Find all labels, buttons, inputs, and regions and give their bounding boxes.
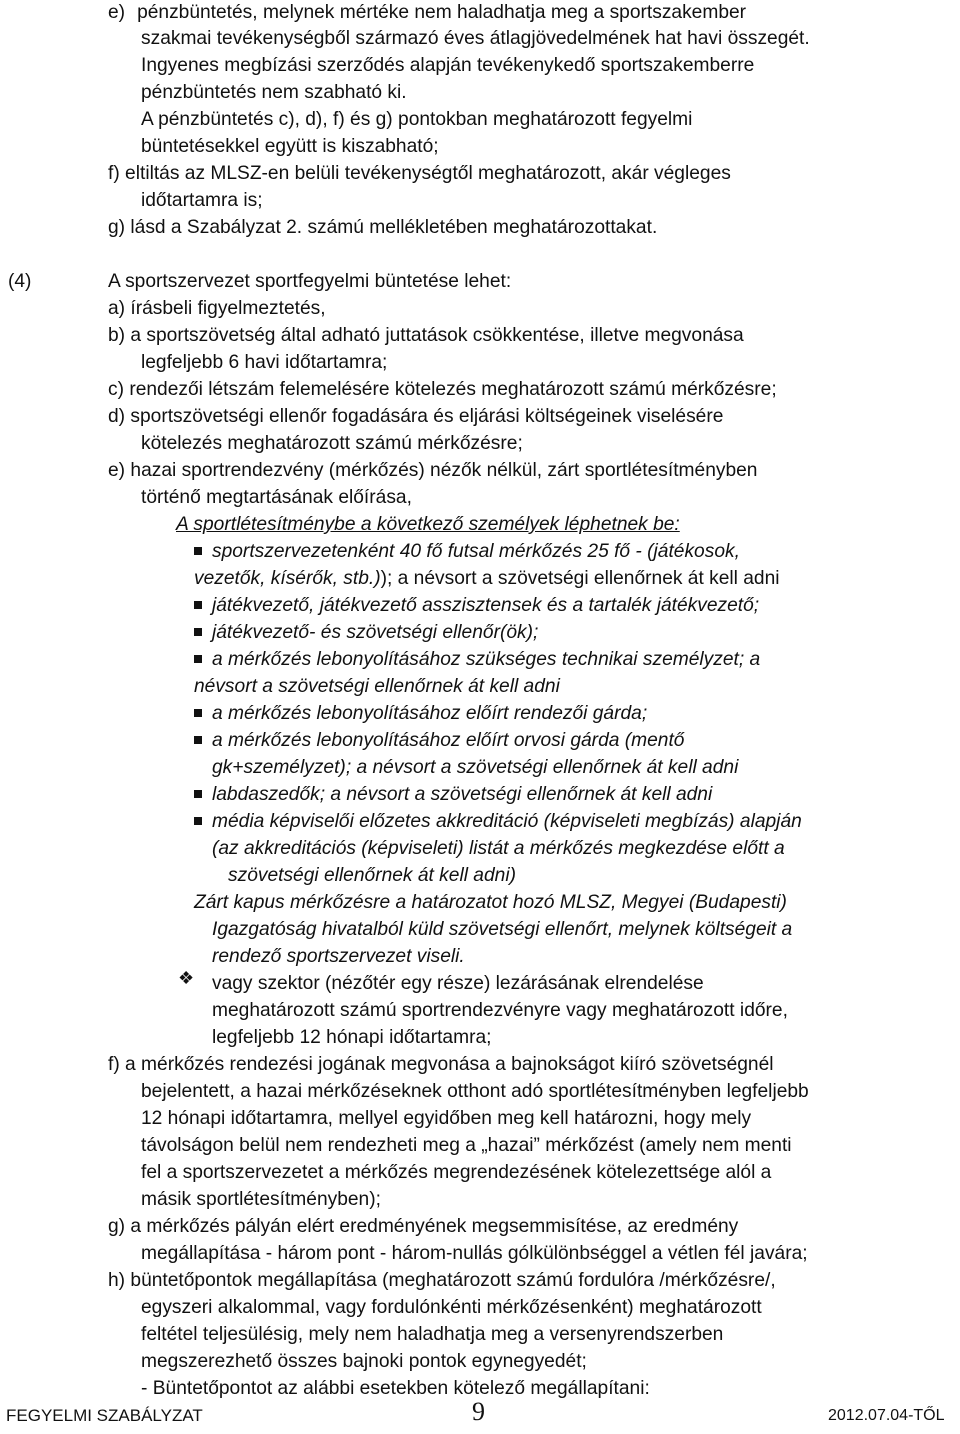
bullet-square-icon xyxy=(194,628,202,636)
text-line: másik sportlétesítményben); xyxy=(141,1189,381,1210)
list-item: a mérkőzés lebonyolításához szükséges technikai személyzet; a xyxy=(194,646,760,673)
text-line: megszerezhető összes bajnoki pontok egynegyedét; xyxy=(141,1351,587,1372)
text-line: megállapítása - három pont - három-nullás gólkülönbséggel a vétlen fél javára; xyxy=(141,1243,808,1264)
bullet-square-icon xyxy=(194,817,202,825)
text-line: h) büntetőpontok megállapítása (meghatározott számú fordulóra /mérkőzésre/, xyxy=(108,1270,776,1291)
text-line: névsort a szövetségi ellenőrnek át kell adni xyxy=(194,676,560,697)
text-line: történő megtartásának előírása, xyxy=(141,487,412,508)
paragraph-number: (4) xyxy=(8,271,32,292)
text-line: szövetségi ellenőrnek át kell adni) xyxy=(228,865,516,886)
text-line: d) sportszövetségi ellenőr fogadására és eljárási költségeinek viselésére xyxy=(108,406,724,427)
text-line: (az akkreditációs (képviseleti) listát a mérkőzés megkezdése előtt a xyxy=(212,838,785,859)
text-line: időtartamra is; xyxy=(141,190,263,211)
paragraph-heading: A sportszervezet sportfegyelmi büntetése lehet: xyxy=(108,271,512,292)
underlined-heading: A sportlétesítménybe a következő személyek léphetnek be: xyxy=(176,514,680,535)
text-line: Ingyenes megbízási szerződés alapján tevékenykedő sportszakemberre xyxy=(141,55,755,76)
section-continuation xyxy=(108,0,960,26)
text-line: a) írásbeli figyelmeztetés, xyxy=(108,298,326,319)
text-line: rendező sportszervezet viseli. xyxy=(212,946,465,967)
bullet-square-icon xyxy=(194,655,202,663)
text-line: e) hazai sportrendezvény (mérkőzés) nézők nélkül, zárt sportlétesítményben xyxy=(108,460,758,481)
list-item: sportszervezetenként 40 fő futsal mérkőzés 25 fő - (játékosok, xyxy=(194,538,740,565)
text-line: 12 hónapi időtartamra, mellyel egyidőben meg kell határozni, hogy mely xyxy=(141,1108,752,1129)
text-line: g) lásd a Szabályzat 2. számú mellékletében meghatározottakat. xyxy=(108,217,658,238)
text-line: c) rendezői létszám felemelésére kötelezés meghatározott számú mérkőzésre; xyxy=(108,379,777,400)
list-item: a mérkőzés lebonyolításához előírt rendezői gárda; xyxy=(194,700,647,727)
text-line: bejelentett, a hazai mérkőzéseknek otthont adó sportlétesítményben legfeljebb xyxy=(141,1081,809,1102)
text-line: meghatározott számú sportrendezvényre vagy meghatározott időre, xyxy=(212,1000,788,1021)
text-line: f) a mérkőzés rendezési jogának megvonása a bajnokságot kiíró szövetségnél xyxy=(108,1054,774,1075)
item-marker: e) xyxy=(108,2,126,23)
text-line: gk+személyzet); a névsort a szövetségi ellenőrnek át kell adni xyxy=(212,757,739,778)
text-line: b) a sportszövetség által adható juttatások csökkentése, illetve megvonása xyxy=(108,325,744,346)
bullet-square-icon xyxy=(194,790,202,798)
bullet-square-icon xyxy=(194,736,202,744)
list-item: játékvezető- és szövetségi ellenőr(ök); xyxy=(194,619,538,646)
bullet-square-icon xyxy=(194,709,202,717)
footer-left: FEGYELMI SZABÁLYZAT xyxy=(6,1406,203,1425)
list-item: a mérkőzés lebonyolításához előírt orvosi gárda (mentő xyxy=(194,727,684,754)
text-line: A pénzbüntetés c), d), f) és g) pontokban meghatározott fegyelmi xyxy=(141,109,693,130)
page-number: 9 xyxy=(472,1397,485,1426)
text-line: g) a mérkőzés pályán elért eredményének megsemmisítése, az eredmény xyxy=(108,1216,739,1237)
text-line: távolságon belül nem rendezheti meg a „hazai” mérkőzést (amely nem menti xyxy=(141,1135,792,1156)
text-line: legfeljebb 6 havi időtartamra; xyxy=(141,352,388,373)
text-line: pénzbüntetés, melynek mértéke nem haladhatja meg a sportszakember xyxy=(137,2,747,23)
text-line: legfeljebb 12 hónapi időtartamra; xyxy=(212,1027,492,1048)
text-line: pénzbüntetés nem szabható ki. xyxy=(141,82,407,103)
text-line: vezetők, kísérők, stb.)); a névsort a szövetségi ellenőrnek át kell adni xyxy=(194,568,780,589)
line xyxy=(108,0,960,26)
list-item: labdaszedők; a névsort a szövetségi ellenőrnek át kell adni xyxy=(194,781,712,808)
text-line: büntetésekkel együtt is kiszabható; xyxy=(141,136,439,157)
bullet-square-icon xyxy=(194,547,202,555)
text-line: Zárt kapus mérkőzésre a határozatot hozó MLSZ, Megyei (Budapesti) xyxy=(194,892,787,913)
text-line: - Büntetőpontot az alábbi esetekben kötelező megállapítani: xyxy=(141,1378,650,1399)
diamond-bullet-icon: ❖ xyxy=(178,968,195,988)
list-item: játékvezető, játékvezető asszisztensek és a tartalék játékvezető; xyxy=(194,592,759,619)
list-item: média képviselői előzetes akkreditáció (képviseleti megbízás) alapján xyxy=(194,808,802,835)
text-line: Igazgatóság hivatalból küld szövetségi ellenőrt, melynek költségeit a xyxy=(212,919,793,940)
text-line: vagy szektor (nézőtér egy része) lezárásának elrendelése xyxy=(212,973,704,994)
text-line: egyszeri alkalommal, vagy fordulónkénti mérkőzésenként) meghatározott xyxy=(141,1297,762,1318)
text-line: f) eltiltás az MLSZ-en belüli tevékenységtől meghatározott, akár végleges xyxy=(108,163,731,184)
footer-right: 2012.07.04-TŐL xyxy=(828,1407,945,1424)
text-line: fel a sportszervezetet a mérkőzés megrendezésének kötelezettsége alól a xyxy=(141,1162,772,1183)
text-line: kötelezés meghatározott számú mérkőzésre; xyxy=(141,433,523,454)
text-line: feltétel teljesülésig, mely nem haladhatja meg a versenyrendszerben xyxy=(141,1324,724,1345)
text-line: szakmai tevékenységből származó éves átlagjövedelmének hat havi összegét. xyxy=(141,28,810,49)
bullet-square-icon xyxy=(194,601,202,609)
